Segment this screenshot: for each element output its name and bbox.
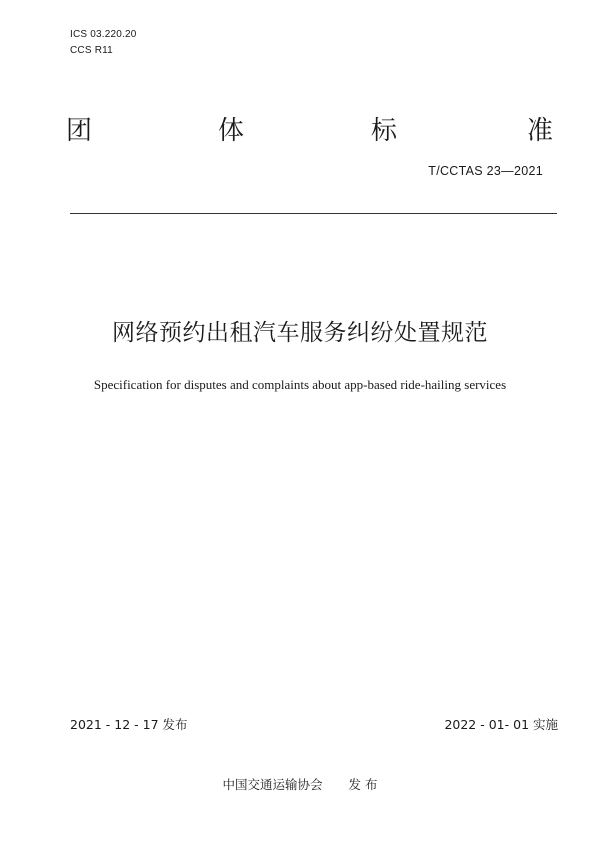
ics-code: ICS 03.220.20: [70, 29, 137, 40]
issuer-name: 中国交通运输协会: [222, 777, 323, 792]
document-type-heading: [0, 115, 600, 149]
document-type-char: 准: [527, 116, 554, 146]
document-type-char: 团: [66, 116, 93, 146]
title-english: Specification for disputes and complaints about app-based ride-hailing services: [93, 377, 507, 392]
standard-number: T/CCTAS 23—2021: [428, 164, 543, 178]
issuer-line: [0, 776, 600, 794]
ccs-code: CCS R11: [70, 45, 113, 56]
header-divider: [70, 213, 557, 214]
implementation-date: 2022 - 01- 01 实施: [444, 717, 558, 732]
document-type-char: 标: [371, 116, 398, 146]
publication-date: 2021 - 12 - 17 发布: [70, 717, 188, 732]
document-type-char: 体: [218, 116, 245, 146]
issue-action: 发 布: [348, 777, 378, 792]
title-chinese: 网络预约出租汽车服务纠纷处置规范: [112, 320, 488, 346]
